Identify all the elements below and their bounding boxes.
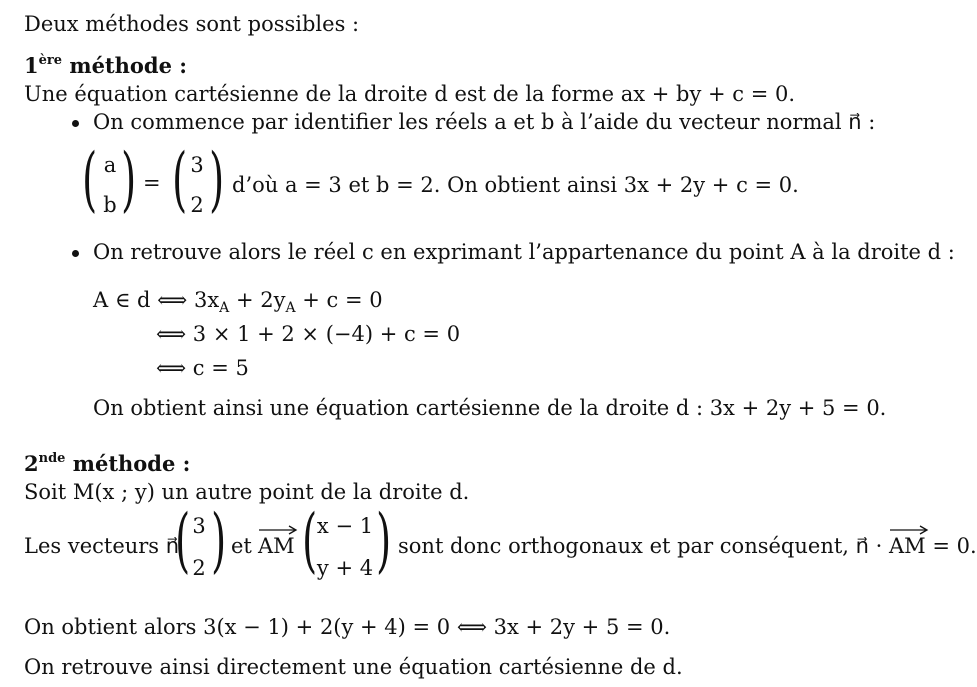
eq1-sub2: A	[285, 300, 296, 316]
am-arrow	[258, 536, 295, 557]
method1-heading-number: 1	[24, 53, 39, 78]
vec-right-top: 3	[190, 153, 204, 177]
eq1-mid: + 2y	[229, 288, 286, 312]
method2-heading	[24, 453, 190, 474]
vector-arrow-icon	[258, 525, 298, 535]
method1-line1: Une équation cartésienne de la droite d est de la forme ax + by + c = 0.	[24, 82, 796, 106]
bullet-marker-1	[72, 120, 79, 127]
vec-left-top: a	[103, 153, 117, 177]
right-paren-icon: )	[121, 138, 137, 220]
am-text-2: AM	[888, 534, 926, 558]
method2-line1: Soit M(x ; y) un autre point de la droite d.	[24, 480, 470, 504]
method1-heading-word: méthode :	[69, 53, 188, 78]
vec-am-top: x − 1	[316, 514, 374, 538]
equation-step-2: ⟺ 3 × 1 + 2 × (−4) + c = 0	[156, 322, 461, 346]
equation-step-3: ⟺ c = 5	[156, 356, 249, 380]
vec-equals: =	[143, 171, 161, 195]
method1-conclusion: On obtient ainsi une équation cartésienne de la droite d : 3x + 2y + 5 = 0.	[93, 396, 887, 420]
method2-line3: On obtient alors 3(x − 1) + 2(y + 4) = 0 ⟺ 3x + 2y + 5 = 0.	[24, 615, 671, 639]
eq1-part1: A ∈ d ⟺ 3x	[93, 288, 220, 312]
vec-n-bottom: 2	[192, 556, 206, 580]
vec-n-top: 3	[192, 514, 206, 538]
left-paren-icon: (	[302, 499, 318, 581]
eq1-sub1: A	[219, 300, 230, 316]
left-paren-icon: (	[175, 499, 191, 581]
bullet-marker-2	[72, 250, 79, 257]
am-arrow-2	[889, 536, 926, 557]
vec-am-bottom: y + 4	[316, 556, 374, 580]
vectors-end: = 0.	[932, 534, 977, 558]
method1-heading	[24, 55, 187, 76]
method1-bullet2: On retrouve alors le réel c en exprimant l’appartenance du point A à la droite d :	[93, 240, 955, 264]
vector-arrow-icon	[889, 525, 929, 535]
method2-line4: On retrouve ainsi directement une équation cartésienne de d.	[24, 655, 683, 679]
intro-text: Deux méthodes sont possibles :	[24, 12, 360, 36]
vectors-prefix: Les vecteurs n⃗	[24, 534, 180, 558]
right-paren-icon: )	[211, 499, 227, 581]
right-paren-icon: )	[209, 138, 225, 220]
vec-left-bottom: b	[103, 193, 117, 217]
vectors-et: et	[231, 534, 252, 558]
method2-heading-word: méthode :	[72, 451, 191, 476]
left-paren-icon: (	[172, 138, 188, 220]
equation-step-1	[93, 288, 383, 316]
vectors-suffix	[398, 536, 977, 557]
am-vector-label	[258, 536, 295, 557]
vectors-suffix-text: sont donc orthogonaux et par conséquent, n⃗ ·	[398, 534, 883, 558]
vec-right-bottom: 2	[190, 193, 204, 217]
right-paren-icon: )	[376, 499, 392, 581]
left-paren-icon: (	[82, 138, 98, 220]
am-text: AM	[258, 534, 295, 558]
method2-heading-sup: nde	[38, 451, 66, 466]
method2-heading-number: 2	[24, 451, 39, 476]
vec-conclusion: d’où a = 3 et b = 2. On obtient ainsi 3x + 2y + c = 0.	[232, 173, 799, 197]
method1-bullet1: On commence par identifier les réels a et b à l’aide du vecteur normal n⃗ :	[93, 110, 876, 134]
method1-heading-sup: ère	[38, 53, 63, 68]
eq1-end: + c = 0	[295, 288, 383, 312]
